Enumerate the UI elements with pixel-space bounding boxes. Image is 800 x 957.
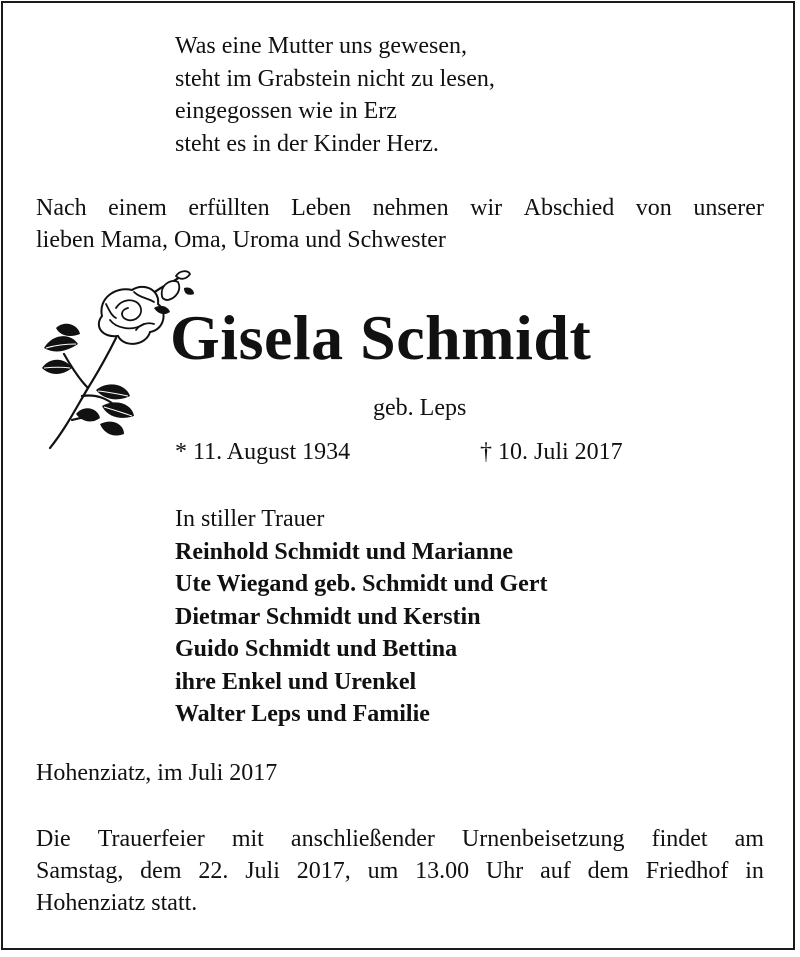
- service-line-2: [36, 855, 764, 887]
- service-line-1: [36, 823, 764, 855]
- mourner-name: Reinhold Schmidt und Marianne: [175, 538, 514, 565]
- mourner-name: Guido Schmidt und Bettina: [175, 636, 458, 662]
- word: am: [734, 826, 764, 852]
- poem-line: eingegossen wie in Erz: [175, 98, 397, 124]
- mourner-name: Ute Wiegand geb. Schmidt und Gert: [175, 571, 548, 597]
- word: in: [745, 858, 764, 884]
- maiden-name: geb. Leps: [373, 395, 467, 421]
- word: unserer: [693, 195, 764, 221]
- mourner-name: ihre Enkel und Urenkel: [175, 668, 417, 695]
- word: Uhr: [485, 858, 524, 884]
- word: Leben: [291, 195, 352, 221]
- poem-line: steht im Grabstein nicht zu lesen,: [175, 65, 495, 92]
- word: dem: [140, 858, 182, 884]
- word: dem: [587, 858, 629, 884]
- mourners-list: [175, 503, 547, 731]
- intro-line-2: lieben Mama, Oma, Uroma und Schwester: [36, 227, 446, 253]
- word: von: [635, 195, 672, 221]
- intro-text: [36, 192, 764, 256]
- word: Trauerfeier: [97, 826, 205, 852]
- deceased-name: Gisela Schmidt: [170, 302, 592, 373]
- word: Nach: [36, 195, 87, 221]
- mourner-name: Walter Leps und Familie: [175, 701, 430, 727]
- death-date: † 10. Juli 2017: [480, 439, 623, 465]
- word: auf: [540, 858, 571, 884]
- poem-line: steht es in der Kinder Herz.: [175, 130, 439, 157]
- word: einem: [108, 195, 167, 221]
- word: findet: [651, 826, 708, 852]
- word: 13.00: [415, 858, 470, 884]
- word: erfüllten: [188, 195, 270, 221]
- word: anschließender: [290, 826, 435, 852]
- word: Abschied: [523, 195, 615, 221]
- word: Juli: [245, 858, 280, 884]
- word: um: [367, 858, 399, 884]
- poem: [175, 30, 495, 160]
- word: wir: [470, 195, 503, 221]
- word: 22.: [198, 858, 229, 884]
- mourner-name: Dietmar Schmidt und Kerstin: [175, 603, 481, 630]
- word: Die: [36, 826, 71, 852]
- mourners-heading: In stiller Trauer: [175, 506, 325, 532]
- word: nehmen: [372, 195, 449, 221]
- poem-line: Was eine Mutter uns gewesen,: [175, 33, 467, 59]
- funeral-service-info: [36, 823, 764, 919]
- service-line-3: Hohenziatz statt.: [36, 890, 198, 916]
- place-date: Hohenziatz, im Juli 2017: [36, 760, 278, 786]
- word: Samstag,: [36, 858, 124, 884]
- word: 2017,: [296, 858, 351, 884]
- birth-date: * 11. August 1934: [175, 439, 351, 465]
- intro-line-1: [36, 192, 764, 224]
- word: Friedhof: [645, 858, 729, 884]
- word: Urnenbeisetzung: [461, 826, 625, 852]
- word: mit: [231, 826, 264, 852]
